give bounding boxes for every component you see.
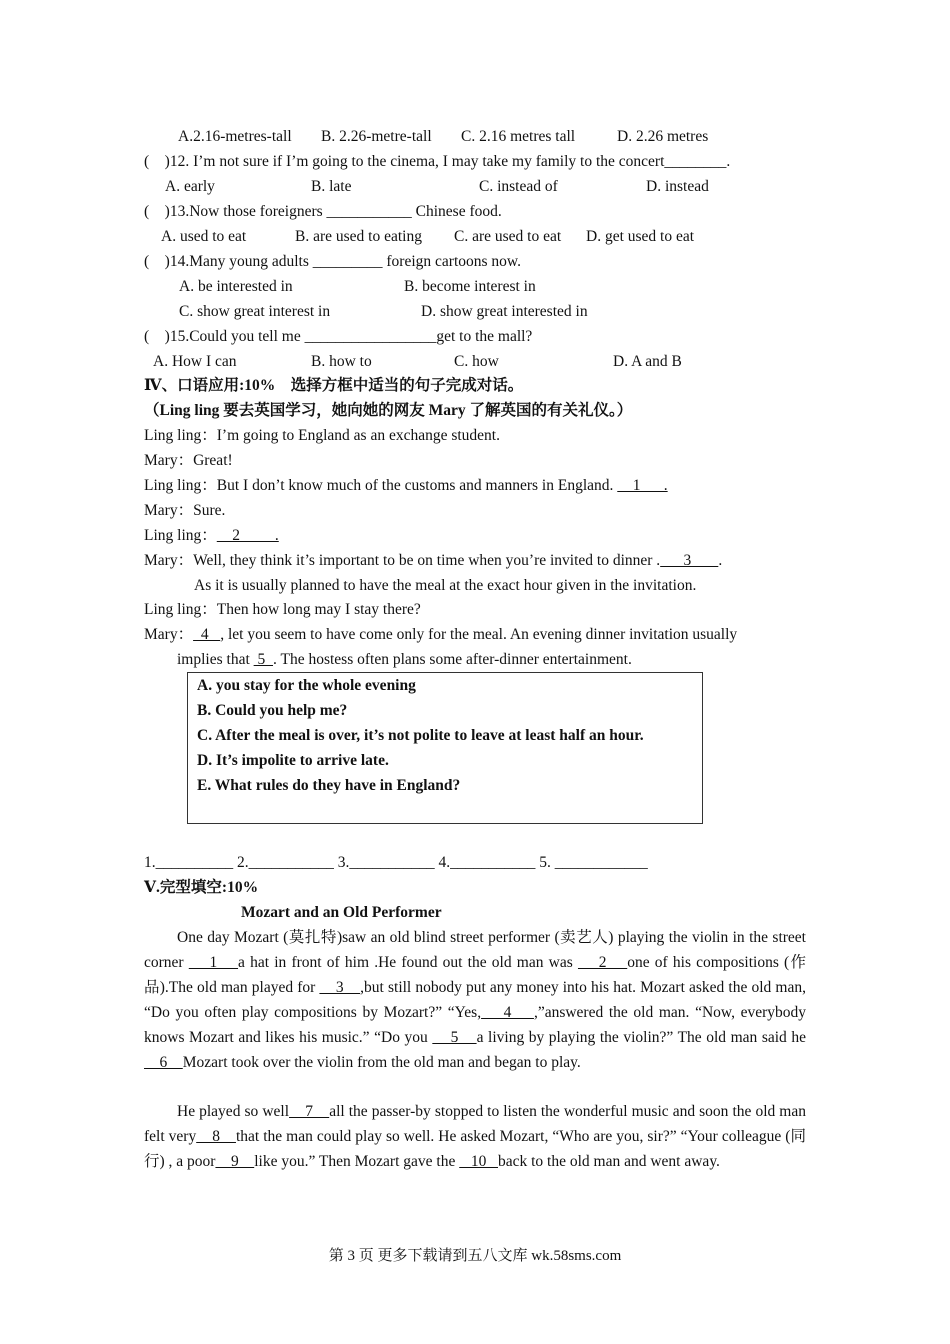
q14-option-d: D. show great interested in [421,303,588,320]
passage-blank: 1 [188,954,239,971]
q14-option-c: C. show great interest in [179,303,331,320]
passage-text: Mozart took over the violin from the old man and began to play. [182,1054,581,1071]
passage-text: One day Mozart (莫扎特)saw an old blind street performer (卖艺人) playing the violin in the street corner [144,929,806,971]
q12-stem: ( )12. I’m not sure if I’m going to the cinema, I may take my family to the concert________. [144,153,731,170]
q14-stem: ( )14.Many young adults _________ foreign cartoons now. [144,253,521,270]
q13-option-d: D. get used to eat [586,228,695,245]
section-5-title: Ⅴ.完型填空:10% [144,879,259,896]
passage-blank: 6 [144,1054,183,1071]
dialogue-line-4: Mary：Sure. [144,502,226,519]
dialogue-line-6: Mary：Well, they think it’s important to be on time when you’re invited to dinner . 3 . [144,552,723,569]
passage-text: back to the old man and went away. [497,1153,720,1170]
choice-c: C. After the meal is over, it’s not polite to leave at least half an hour. [197,727,644,744]
dialogue-line-8: Ling ling：Then how long may I stay there? [144,601,421,618]
q15-option-a: A. How I can [153,353,237,370]
q12-option-c: C. instead of [479,178,558,195]
passage-text: a hat in front of him .He found out the old man was [238,954,578,971]
passage-text: a living by playing the violin?” The old man said he [476,1029,806,1046]
q13-stem: ( )13.Now those foreigners ___________ Chinese food. [144,203,502,220]
answer-line: 1.__________ 2.___________ 3.___________ 4.___________ 5. ____________ [144,854,648,871]
passage-blank: 7 [289,1103,330,1120]
q15-stem: ( )15.Could you tell me _________________get to the mall? [144,328,533,345]
section-4-subtitle: （Ling ling 要去英国学习，她向她的网友 Mary 了解英国的有关礼仪。） [144,402,633,419]
dialogue-blank-4: 4 [193,626,221,643]
passage-blank: 8 [196,1128,236,1145]
q12-option-a: A. early [165,178,215,195]
passage-text: He played so well [177,1103,290,1120]
choice-e: E. What rules do they have in England? [197,777,461,794]
q15-option-c: C. how [454,353,499,370]
passage-text: all the passer-by stopped to listen the wonderful music and soon the old man felt very [144,1103,806,1145]
passage-blank: 2 [577,954,628,971]
q15-option-d: D. A and B [613,353,682,370]
choices-box [187,672,703,824]
dialogue-blank-2: 2 . [216,527,279,544]
dialogue-line-5: Ling ling： 2 . [144,527,279,544]
passage-paragraph-1 [144,925,806,1075]
passage-blank: 4 [481,1004,534,1021]
section-4-title: Ⅳ、口语应用:10% 选择方框中适当的句子完成对话。 [144,377,524,394]
passage-title: Mozart and an Old Performer [241,904,442,921]
q11-option-b: B. 2.26-metre-tall [321,128,432,145]
q14-option-b: B. become interest in [404,278,536,295]
passage-blank: 9 [215,1153,255,1170]
q11-option-c: C. 2.16 metres tall [461,128,576,145]
page-footer: 第 3 页 更多下载请到五八文库 wk.58sms.com [328,1248,622,1264]
passage-text: that the man could play so well. He asked Mozart, “Who are you, sir?” “Your colleague (同行) , a poor [144,1128,806,1170]
passage-text: ,but still nobody put any money into his hat. Mozart asked the old man, “Do you often play compositions by Mozart?” “Yes, [144,979,806,1021]
q13-option-a: A. used to eat [161,228,247,245]
dialogue-line-9: Mary： 4 , let you seem to have come only for the meal. An evening dinner invitation usually [144,626,738,643]
passage-paragraph-2 [144,1099,806,1174]
q11-option-d: D. 2.26 metres [617,128,709,145]
passage-text: ,”answered the old man. “Now, everybody knows Mozart and likes his music.” “Do you [144,1004,807,1046]
passage-text: one of his compositions (作品).The old man played for [144,954,807,996]
passage-blank: 3 [319,979,361,996]
choice-b: B. Could you help me? [197,702,348,719]
choice-d: D. It’s impolite to arrive late. [197,752,389,769]
dialogue-line-10: implies that 5 . The hostess often plans some after-dinner entertainment. [177,651,632,668]
q12-option-b: B. late [311,178,352,195]
q13-option-b: B. are used to eating [295,228,422,245]
q14-option-a: A. be interested in [179,278,293,295]
dialogue-line-7: As it is usually planned to have the meal at the exact hour given in the invitation. [194,577,697,594]
q13-option-c: C. are used to eat [454,228,562,245]
dialogue-line-1: Ling ling：I’m going to England as an exchange student. [144,427,500,444]
q12-option-d: D. instead [646,178,709,195]
dialogue-blank-3: 3 [660,552,719,569]
dialogue-blank-5: 5 [253,651,274,668]
q15-option-b: B. how to [311,353,372,370]
q11-option-a: A.2.16-metres-tall [178,128,292,145]
choice-a: A. you stay for the whole evening [197,677,416,694]
passage-blank: 5 [432,1029,477,1046]
dialogue-blank-1: 1 . [617,477,668,494]
passage-text: like you.” Then Mozart gave the [254,1153,460,1170]
dialogue-line-2: Mary：Great! [144,452,233,469]
dialogue-line-3: Ling ling：But I don’t know much of the customs and manners in England. 1 . [144,477,668,494]
passage-blank: 10 [459,1153,498,1170]
